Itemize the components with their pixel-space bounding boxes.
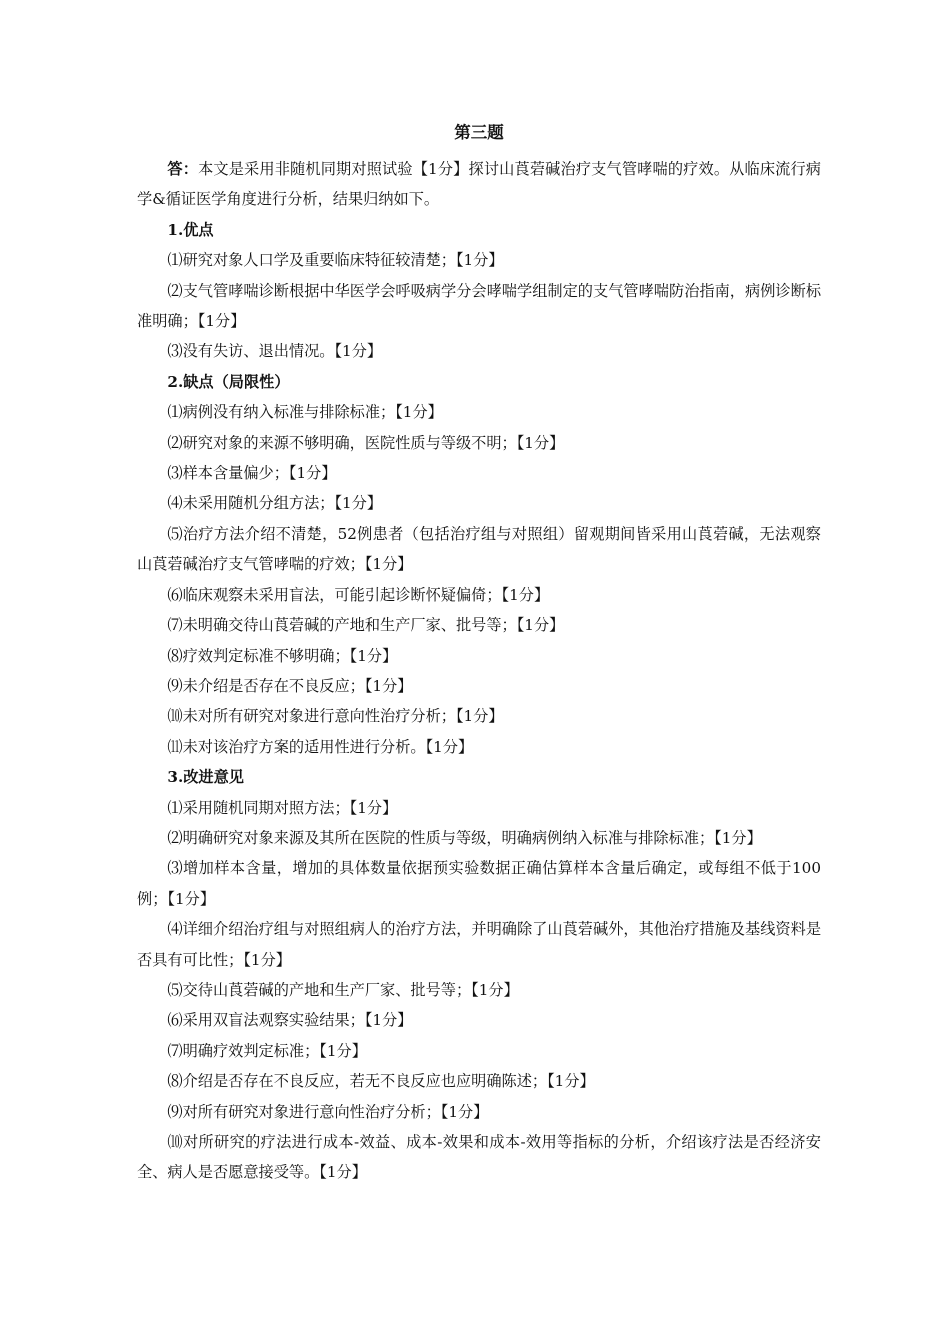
list-item: ⑺明确疗效判定标准；【1分】 [167,1041,367,1060]
list-item: ⑵明确研究对象来源及其所在医院的性质与等级，明确病例纳入标准与排除标准；【1分】 [167,828,762,847]
list-item: ⑶没有失访、退出情况。【1分】 [167,342,383,361]
list-item: ⑵支气管哮喘诊断根据中华医学会呼吸病学分会哮喘学组制定的支气管哮喘防治指南，病例诊断标准明确；【1分】 [137,281,821,331]
list-item: ⑾未对该治疗方案的适用性进行分析。【1分】 [167,737,474,756]
sections-container [137,215,821,1188]
list-item: ⑶增加样本含量，增加的具体数量依据预实验数据正确估算样本含量后确定，或每组不低于100例；【1分】 [137,859,821,908]
list-item: ⑻介绍是否存在不良反应，若无不良反应也应明确陈述；【1分】 [167,1072,595,1091]
list-item: ⑽对所研究的疗法进行成本-效益、成本-效果和成本-效用等指标的分析，介绍该疗法是否经济安全、病人是否愿意接受等。【1分】 [137,1133,821,1182]
list-item: ⑴病例没有纳入标准与排除标准；【1分】 [167,403,443,422]
section-heading: 2.缺点（局限性） [167,372,290,391]
list-item: ⑴研究对象人口学及重要临床特征较清楚；【1分】 [167,251,504,270]
list-item: ⑶样本含量偏少；【1分】 [167,464,337,483]
list-item: ⑴采用随机同期对照方法；【1分】 [167,798,398,817]
list-item: ⑹采用双盲法观察实验结果；【1分】 [167,1011,413,1030]
answer-text: 本文是采用非随机同期对照试验【1分】探讨山莨菪碱治疗支气管哮喘的疗效。从临床流行病学&循证医学角度进行分析，结果归纳如下。 [137,160,821,209]
list-item: ⑸交待山莨菪碱的产地和生产厂家、批号等；【1分】 [167,980,519,999]
list-item: ⑹临床观察未采用盲法，可能引起诊断怀疑偏倚；【1分】 [167,585,550,604]
section-heading: 3.改进意见 [167,768,244,787]
list-item: ⑻疗效判定标准不够明确；【1分】 [167,646,398,665]
list-item: ⑷未采用随机分组方法；【1分】 [167,494,383,513]
list-item: ⑵研究对象的来源不够明确，医院性质与等级不明；【1分】 [167,433,565,452]
document-body [137,118,821,1188]
list-item: ⑷详细介绍治疗组与对照组病人的治疗方法，并明确除了山莨菪碱外，其他治疗措施及基线资料是否具有可比性；【1分】 [137,920,821,969]
list-item: ⑺未明确交待山莨菪碱的产地和生产厂家、批号等；【1分】 [167,616,565,635]
list-item: ⑽未对所有研究对象进行意向性治疗分析；【1分】 [167,707,504,726]
answer-paragraph [137,154,821,215]
list-item: ⑼未介绍是否存在不良反应；【1分】 [167,676,413,695]
list-item: ⑸治疗方法介绍不清楚，52例患者（包括治疗组与对照组）留观期间皆采用山莨菪碱，无法观察山莨菪碱治疗支气管哮喘的疗效；【1分】 [137,524,821,574]
page-title: 第三题 [454,123,504,142]
list-item: ⑼对所有研究对象进行意向性治疗分析；【1分】 [167,1102,489,1121]
answer-label: 答： [167,160,199,178]
section-heading: 1.优点 [167,220,214,239]
